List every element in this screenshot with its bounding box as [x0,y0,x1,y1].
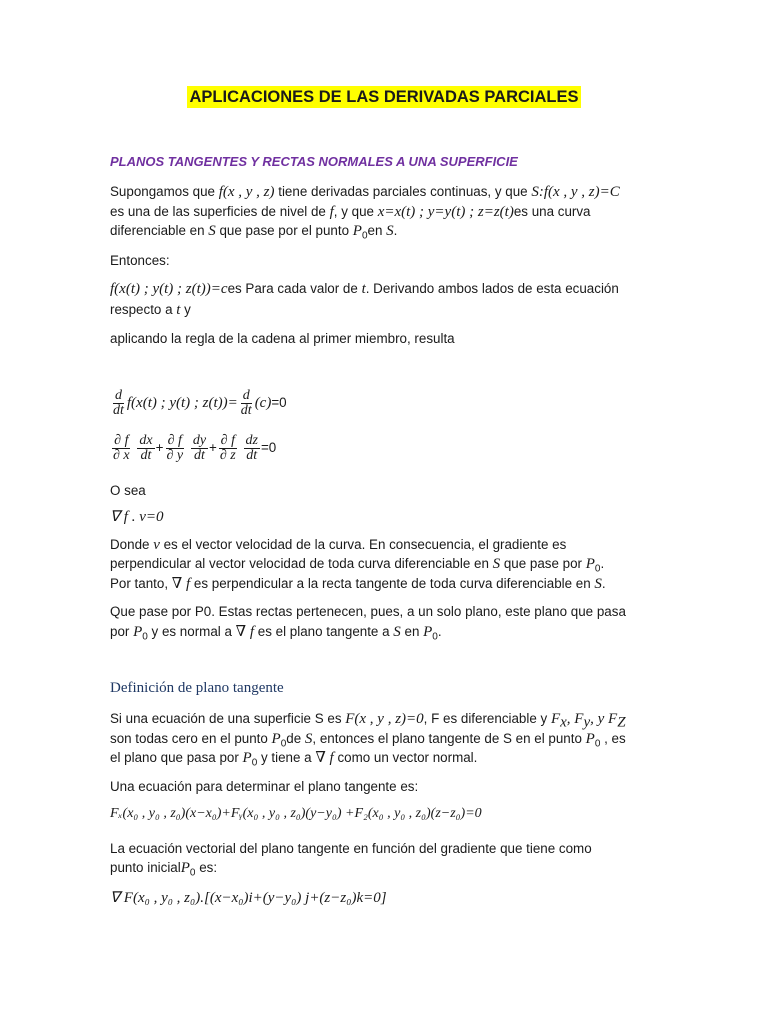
fraction-d-dt-2: $\frac{d}{dt}$ [240,388,252,418]
fraction-d-dt: $\frac{d}{dt}$ [113,388,124,418]
equation-tangent-plane: Fₓ(x₀ , y₀ , z₀)(x−x₀)+Fᵧ(x₀ , y₀ , z₀)(y−y₀) +F₂(x₀ , y₀ , z₀)(z−z₀)=0 [110,806,482,821]
section-heading-definicion: Definición de plano tangente [110,680,284,696]
definition-line-5: La ecuación vectorial del plano tangente en función del gradiente que tiene como [110,841,592,856]
definition-line-1: Si una ecuación de una superficie S es F(x , y , z)=0, F es diferenciable y $F_x$, $F_y$, y $F_Z$ [110,711,626,731]
page-title: APLICACIONES DE LAS DERIVADAS PARCIALES [189,88,579,106]
section-heading-planos-tangentes: PLANOS TANGENTES Y RECTAS NORMALES A UNA SUPERFICIE [110,154,518,169]
equation-vector-tangent-plane: ∇ F(x₀ , y₀ , z₀).[(x−x₀)i+(y−y₀) j+(z−z₀)k=0] [110,890,387,906]
fraction-df-dx: $\frac{\partial f}{\partial x}$ [113,433,130,463]
paragraph-4-line-1: Donde v es el vector velocidad de la curva. En consecuencia, el gradiente es [110,537,567,553]
paragraph-2-line-2: respecto a t y [110,302,191,318]
paragraph-4-line-2: perpendicular al vector velocidad de toda curva diferenciable en S que pase por $P_0$. [110,556,605,575]
paragraph-5-line-2: por $P_0$ y es normal a ∇ f es el plano tangente a S en $P_0$. [110,624,442,643]
paragraph-1-line-3: diferenciable en S que pase por el punto $P_0en$ S. [110,223,398,242]
definition-line-2: son todas cero en el punto $P_0de$ S, entonces el plano tangente de S en el punto $P_0$ , es [110,731,626,750]
fraction-df-dy: $\frac{\partial f}{\partial y}$ [166,433,184,463]
definition-line-6: punto inicialP$_0$ es: [110,860,218,879]
fraction-dx-dt: $\frac{dx}{dt}$ [139,433,153,463]
paragraph-4-line-3: Por tanto, ∇ f es perpendicular a la recta tangente de toda curva diferenciable en S. [110,576,606,592]
paragraph-5-line-1: Que pase por P0. Estas rectas pertenecen, pues, a un solo plano, este plano que pasa [110,604,626,619]
o-sea-label: O sea [110,483,146,498]
fraction-df-dz: $\frac{\partial f}{\partial z}$ [219,433,236,463]
paragraph-2-line-1: f(x(t) ; y(t) ; z(t))=ces Para cada valor de t. Derivando ambos lados de esta ecuación [110,281,619,297]
fraction-dy-dt: $\frac{dy}{dt}$ [192,433,207,463]
equation-gradient-dot-velocity: ∇ f . v=0 [110,509,164,525]
definition-line-4: Una ecuación para determinar el plano tangente es: [110,779,419,794]
paragraph-3: aplicando la regla de la cadena al primer miembro, resulta [110,331,455,346]
paragraph-1-line-2: es una de las superficies de nivel de f, y que x=x(t) ; y=y(t) ; z=z(t)es una curva [110,204,591,220]
fraction-dz-dt: $\frac{dz}{dt}$ [245,433,258,463]
equation-partial-derivatives: $\frac{\partial f}{\partial x}$ $\frac{dx}{dt}$ + $\frac{\partial f}{\partial y}$ $\frac{dy}{dt}$ + $\frac{\partial f}{\partial z}$ $\frac{dz}{dt}$ =0 [113,433,277,463]
definition-line-3: el plano que pasa por $P_0$ y tiene a ∇ f como un vector normal. [110,750,478,769]
paragraph-1-line-1: Supongamos que f(x , y , z) tiene derivadas parciales continuas, y que S:f(x , y , z)=C [110,184,620,200]
entonces-label: Entonces: [110,253,170,268]
equation-chain-rule-total: $\frac{d}{dt}$ f(x(t) ; y(t) ; z(t))= $\frac{d}{dt}$ (c)=0 [113,388,287,418]
